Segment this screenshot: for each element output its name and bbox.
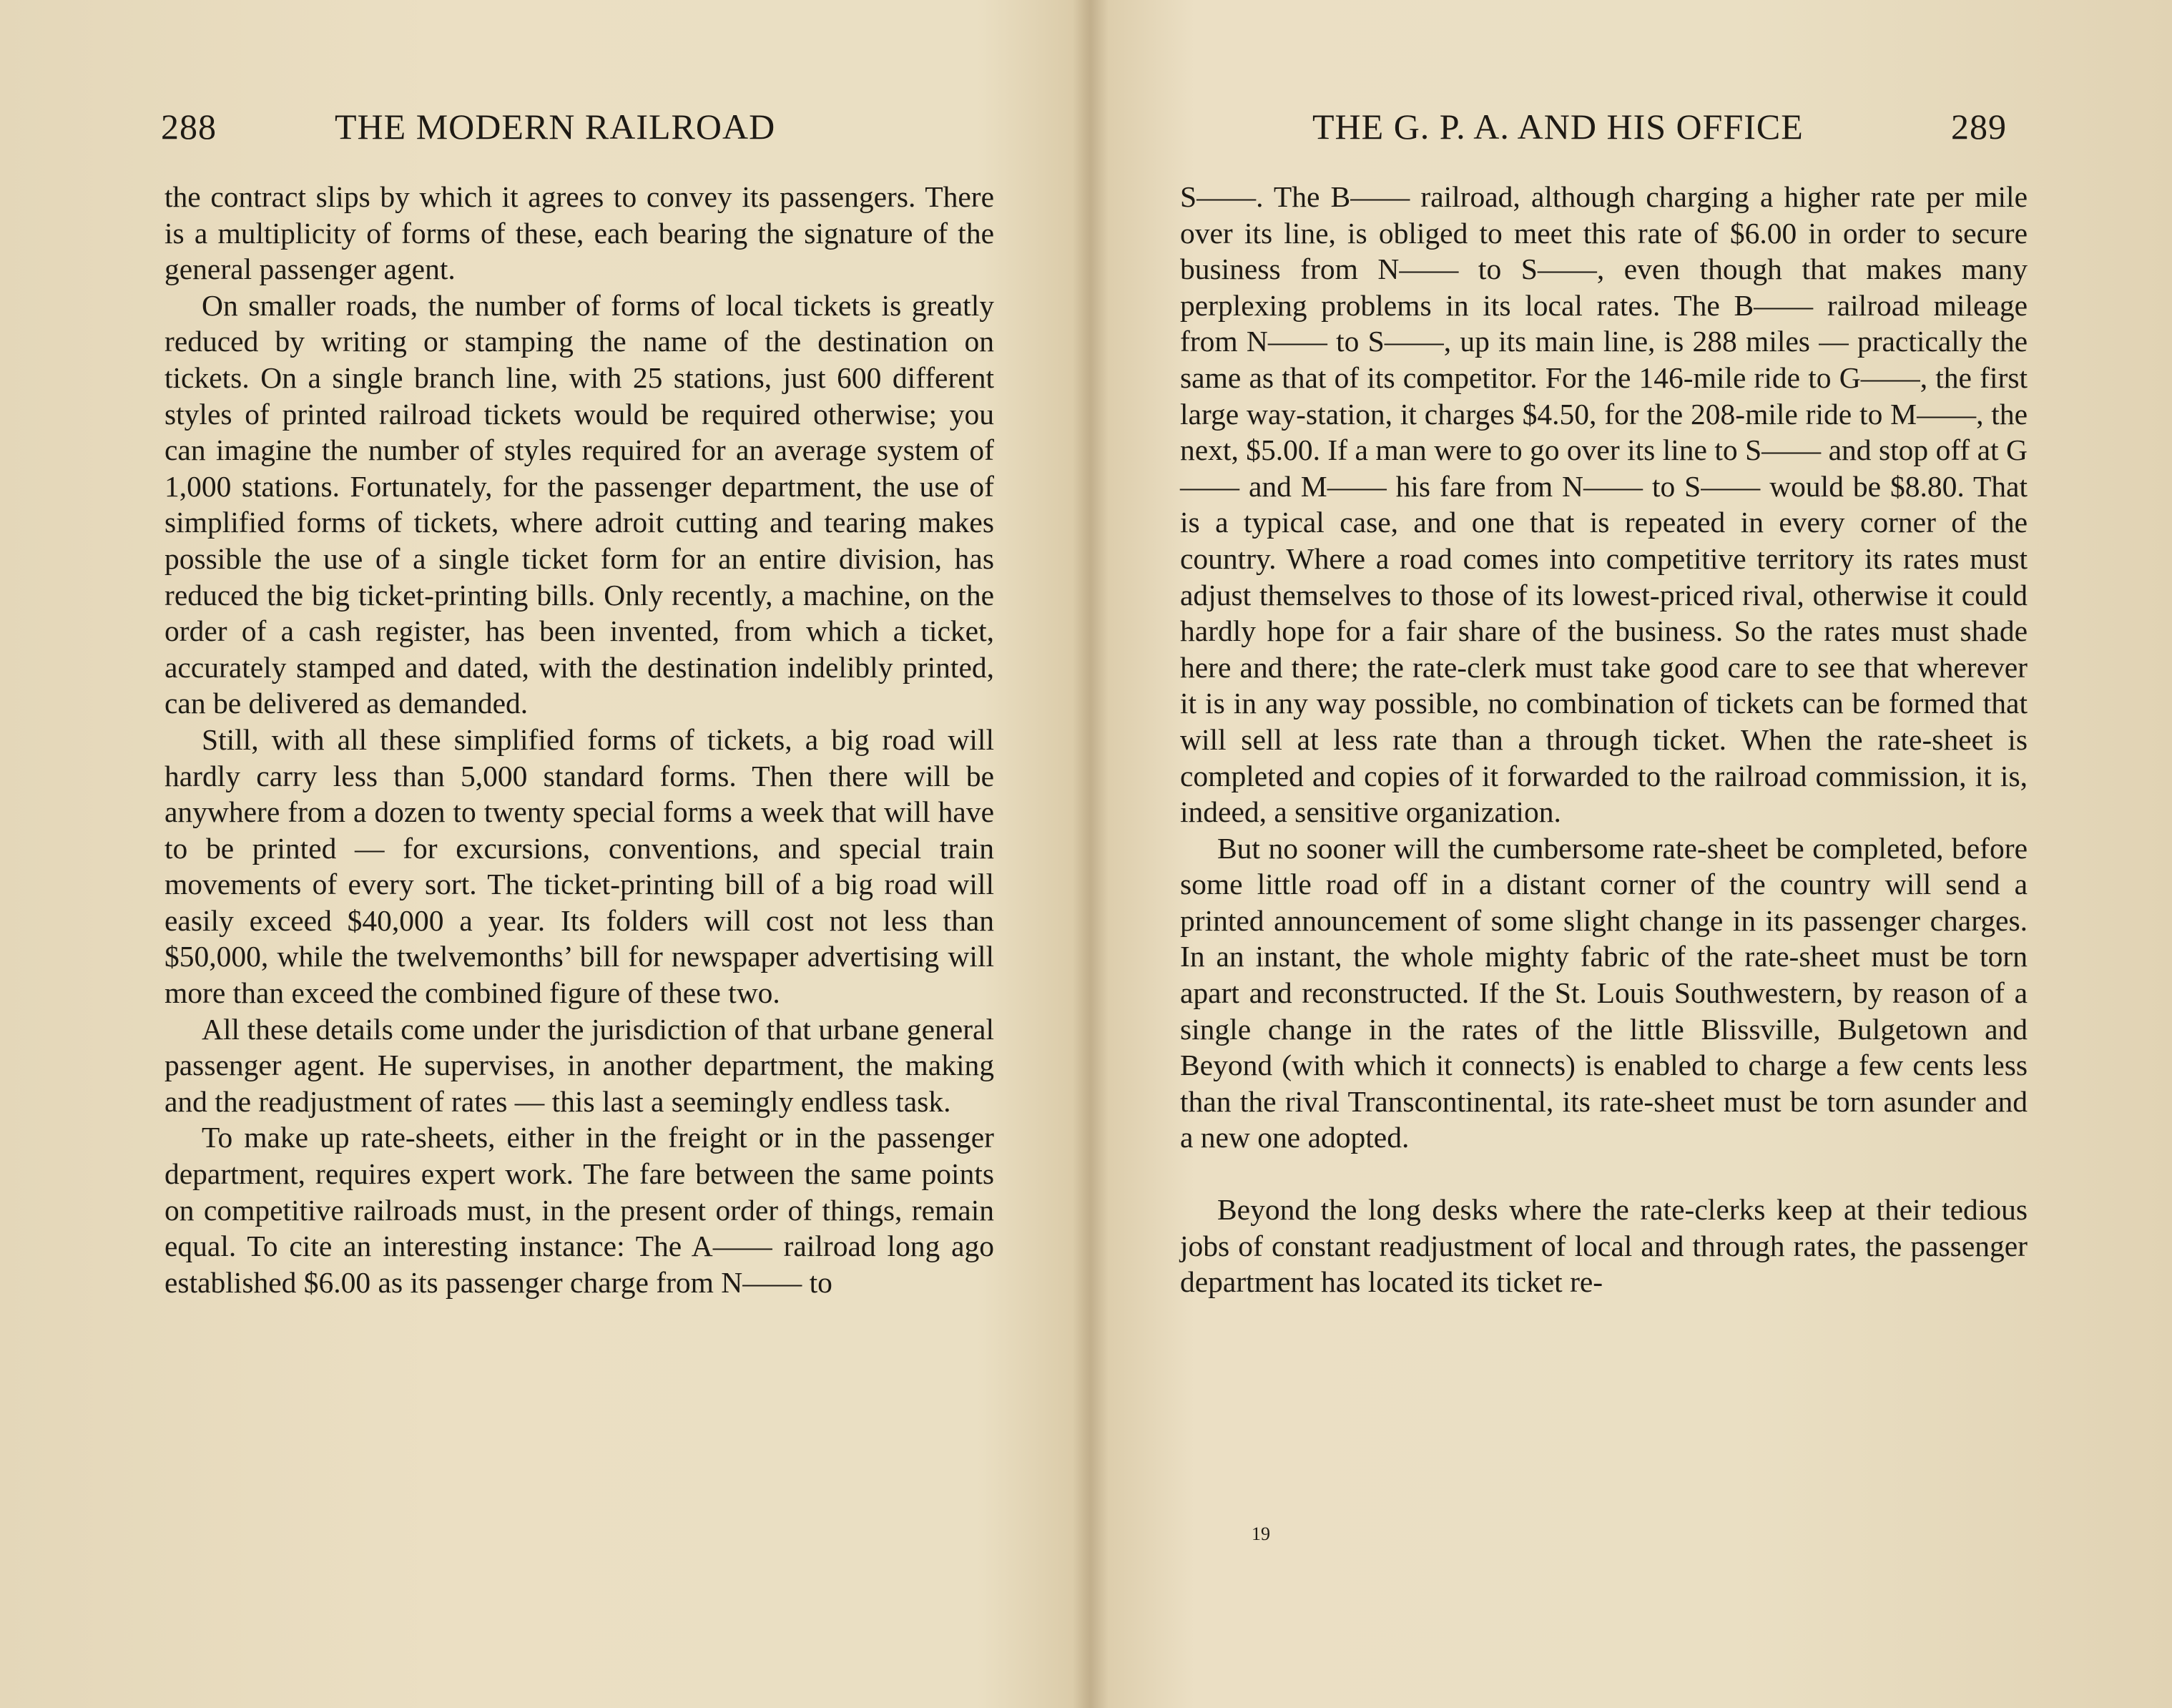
left-page-number: 288 — [161, 107, 217, 147]
paragraph: To make up rate-sheets, either in the freight or in the passenger department, requires expert work. The fare between the same points on competitive railroads must, in the present order of things, remain equal. To cite an interesting instance: The A—— railroad long ago established $6.00 as its passenger charge from N—— to — [164, 1121, 994, 1299]
paragraph: All these details come under the jurisdiction of that urbane general passenger agent. He supervises, in another department, the making and the readjustment of rates — this last a seemingly endless task. — [164, 1012, 994, 1118]
left-page-body — [164, 179, 994, 1300]
paragraph: S——. The B—— railroad, although charging a higher rate per mile over its line, is obliged to meet this rate of $6.00 in order to secure business from N—— to S——, even though that makes many perplexing problems in its local rates. The B—— railroad mileage from N—— to S——, up its main line, is 288 miles — practically the same as that of its competitor. For the 146-mile ride to G——, the first large way-station, it charges $4.50, for the 208-mile ride to M——, the next, $5.00. If a man were to go over its line to S—— and stop off at G—— and M—— his fare from N—— to S—— would be $8.80. That is a typical case, and one that is repeated in every corner of the country. Where a road comes into competitive territory its rates must adjust themselves to those of its lowest-priced rival, otherwise it could hardly hope for a fair share of the business. So the rates must shade here and there; the rate-clerk must take good care to see that wherever it is in any way possible, no combination of tickets can be formed that will sell at less rate than a through ticket. When the rate-sheet is completed and copies of it forwarded to the railroad commission, it is, indeed, a sensitive organization. — [1180, 180, 2028, 829]
paragraph: Still, with all these simplified forms of tickets, a big road will hardly carry less than 5,000 standard forms. Then there will be anywhere from a dozen to twenty special forms a week that will have to be printed — for excursions, conventions, and special train movements of every sort. The ticket-printing bill of a big road will easily exceed $40,000 a year. Its folders will cost not less than $50,000, while the twelvemonths’ bill for newspaper advertising will more than exceed the combined figure of these two. — [164, 722, 994, 1010]
right-page-body — [1180, 179, 2028, 1300]
left-running-title: THE MODERN RAILROAD — [335, 107, 776, 147]
signature-mark: 19 — [1252, 1523, 1270, 1544]
paragraph: But no sooner will the cumbersome rate-sheet be completed, before some little road off in a distant corner of the country will send a printed announcement of some slight change in its passenger charges. In an instant, the whole mighty fabric of the rate-sheet must be torn apart and reconstructed. If the St. Louis Southwestern, by reason of a single change in the rates of the little Blissville, Bulgetown and Beyond (with which it connects) is enabled to charge a few cents less than the rival Transcontinental, its rate-sheet must be torn asunder and a new one adopted. — [1180, 831, 2028, 1154]
right-page-number: 289 — [1951, 107, 2007, 147]
right-running-title: THE G. P. A. AND HIS OFFICE — [1312, 107, 1804, 147]
paragraph: the contract slips by which it agrees to convey its passengers. There is a multiplicity of forms of these, each bearing the signature of the general passenger agent. — [164, 180, 994, 286]
right-page — [1086, 0, 2172, 1708]
paragraph: Beyond the long desks where the rate-clerks keep at their tedious jobs of constant readjustment of local and through rates, the passenger department has located its ticket re- — [1180, 1193, 2028, 1299]
paragraph: On smaller roads, the number of forms of local tickets is greatly reduced by writing or stamping the name of the destination on tickets. On a single branch line, with 25 stations, just 600 different styles of printed railroad tickets would be required otherwise; you can imagine the number of styles required for an average system of 1,000 stations. Fortunately, for the passenger department, the use of simplified forms of tickets, where adroit cutting and tearing makes possible the use of a single ticket form for an entire division, has reduced the big ticket-printing bills. Only recently, a machine, on the order of a cash register, has been invented, from which a ticket, accurately stamped and dated, with the destination indelibly printed, can be delivered as demanded. — [164, 288, 994, 720]
